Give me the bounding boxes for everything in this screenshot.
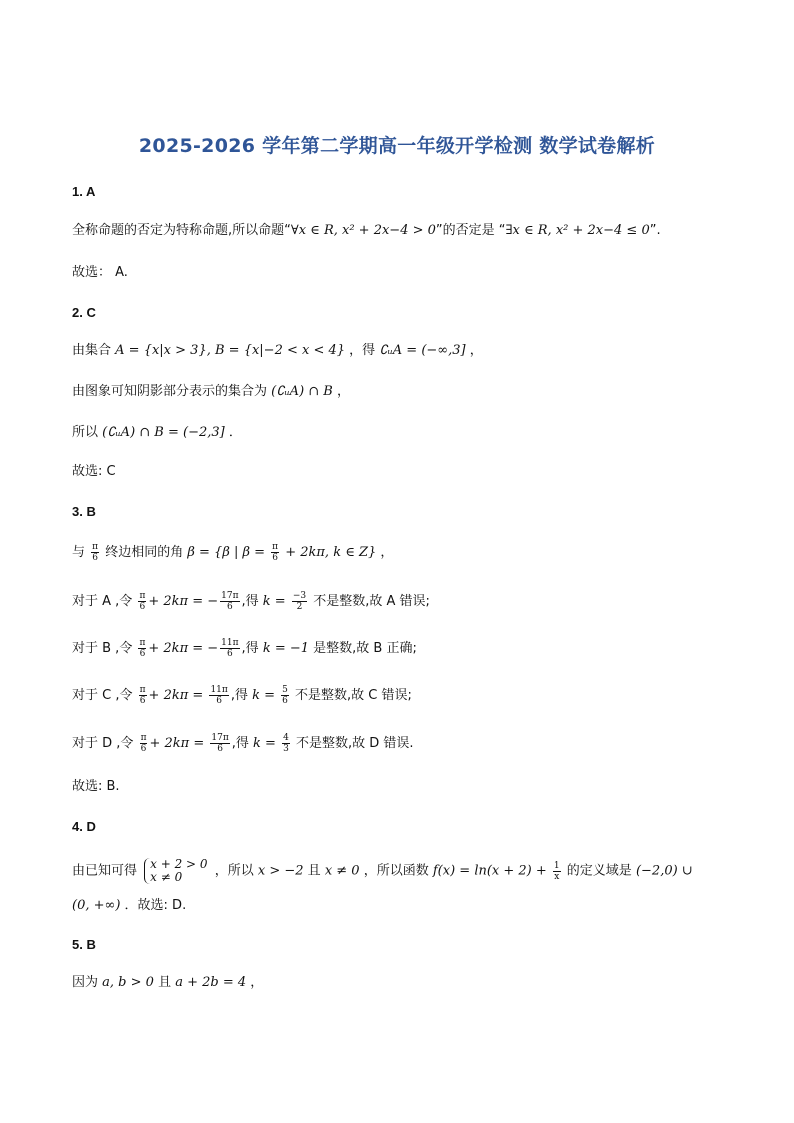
q5-text-c: ， [250,975,264,990]
q3-text-a: 与 [72,545,86,560]
question-5-number: 5. B [72,937,96,952]
q3-row-prefix: 对于 C ,令 [72,688,133,703]
q5-text-b: 且 [158,975,172,990]
q4-text-c: 且 [307,863,321,879]
q3-row-k: k = [252,688,280,703]
q3-row-k: k = −1 [262,641,310,656]
q3-row-k: k = [253,736,281,751]
q2-math-b: ∁ᵤA = (−∞,3] [379,343,466,358]
q2-math-d: (∁ᵤA) ∩ B = (−2,3] [102,425,225,440]
q5-math-b: a + 2b = 4 [175,975,247,990]
q4-text-e: 的定义域是 [566,863,632,879]
q3-row-rhs-frac: $\frac{11\pi}{6}$ [210,685,228,706]
question-2-line-3 [72,423,242,443]
q3-row-lhs: + 2kπ [148,641,193,656]
q3-row-rhs-frac: $\frac{17\pi}{6}$ [221,591,239,612]
q3-row-k-frac: $\frac{4}{3}$ [283,733,289,754]
q3-math-a: β = {β | β = [187,545,270,560]
q2-text-d: 由图象可知阴影部分表示的集合为 [72,384,268,399]
q5-text-a: 因为 [72,975,99,990]
q4-system: x + 2 > 0 x ≠ 0 [144,858,207,884]
q3-row-mid: ,得 [241,594,259,609]
question-4-line-1 [72,858,693,884]
q3-row-post: 不是整数,故 C 错误; [295,688,412,703]
q3-row-mid: ,得 [241,641,259,656]
q3-text-b: 终边相同的角 [105,545,184,560]
q3-row-post: 不是整数,故 D 错误. [295,736,414,751]
q3-row-k-frac: $\frac{5}{6}$ [282,685,288,706]
question-1-number: 1. A [72,184,96,199]
q3-row-eq: = − [192,594,219,609]
q3-row-eq: = [193,736,209,751]
q2-text-c: ， [469,343,483,358]
q3-row-prefix: 对于 B ,令 [72,641,133,656]
q4-math-e: (0, +∞) [72,898,121,913]
q3-math-b: + 2kπ, k ∈ Z} [281,545,377,560]
question-4-number: 4. D [72,819,96,834]
q1-text-a: 全称命题的否定为特称命题,所以命题“ [72,223,291,238]
q3-row-eq: = [192,688,208,703]
q1-math-a: ∀x ∈ R, x² + 2x−4 > 0 [290,223,436,238]
question-2-line-2 [72,382,350,402]
q3-row-prefix: 对于 D ,令 [72,736,134,751]
q2-text-a: 由集合 [72,343,112,358]
q2-text-b: ，得 [349,343,376,358]
question-2-number: 2. C [72,305,96,320]
q3-row-rhs-frac: $\frac{17\pi}{6}$ [211,733,229,754]
q3-row-mid: ,得 [231,736,249,751]
question-5-line-1 [72,973,263,993]
q3-pi-over-6b: $\frac{\pi}{6}$ [272,542,279,563]
q3-row-lhs: + 2kπ [148,594,193,609]
q2-math-a: A = {x|x > 3}, B = {x|−2 < x < 4} [115,343,346,358]
question-3-option-row [72,638,417,659]
q3-row-lhs: + 2kπ [149,736,194,751]
q3-pi-over-6: $\frac{\pi}{6}$ [92,542,99,563]
question-3-answer: 故选: B. [72,779,120,794]
q4-one-over-x: $\frac{1}{x}$ [553,860,560,882]
q4-text-f: ．故选: D. [124,898,187,913]
q3-row-lhs: + 2kπ [148,688,193,703]
q3-row-pi-over-6: $\frac{\pi}{6}$ [140,733,147,754]
q4-text-d: ，所以函数 [363,863,429,879]
q4-math-a: x > −2 [257,863,304,879]
q2-text-f: 所以 [72,425,99,440]
question-1-line-1 [72,221,661,241]
q3-row-pi-over-6: $\frac{\pi}{6}$ [139,638,146,659]
question-1-answer: 故选： A. [72,265,128,280]
question-4-line-2 [72,896,186,916]
question-3-number: 3. B [72,504,96,519]
q3-row-prefix: 对于 A ,令 [72,594,133,609]
q3-row-k: k = [262,594,290,609]
q3-row-post: 是整数,故 B 正确; [313,641,417,656]
page-title: 2025-2026 学年第二学期高一年级开学检测 数学试卷解析 [138,135,656,157]
question-2-line-1 [72,341,483,361]
q2-math-c: (∁ᵤA) ∩ B [271,384,333,399]
q1-text-c: ”. [649,223,661,238]
q3-row-pi-over-6: $\frac{\pi}{6}$ [139,685,146,706]
q1-math-b: ∃x ∈ R, x² + 2x−4 ≤ 0 [505,223,650,238]
question-2-answer: 故选: C [72,464,116,479]
q3-row-eq: = − [192,641,219,656]
q4-math-c: f(x) = ln(x + 2) + [432,863,551,879]
question-3-option-row [72,733,414,754]
q4-math-b: x ≠ 0 [324,863,360,879]
q3-row-pi-over-6: $\frac{\pi}{6}$ [139,591,146,612]
q4-text-a: 由已知可得 [72,863,138,879]
q3-row-rhs-frac: $\frac{11\pi}{6}$ [221,638,239,659]
q3-row-k-frac: $\frac{-3}{2}$ [292,591,307,612]
q2-text-g: ． [228,425,242,440]
question-3-line-1 [72,542,393,563]
q3-row-post: 不是整数,故 A 错误; [313,594,430,609]
question-3-option-row [72,591,430,612]
q1-text-b: ”的否定是 “ [435,223,506,238]
question-3-option-row [72,685,412,706]
q2-text-e: ， [337,384,351,399]
q5-math-a: a, b > 0 [102,975,154,990]
q3-row-mid: ,得 [230,688,248,703]
q4-math-d: (−2,0) ∪ [635,863,693,879]
q3-text-c: ， [380,545,394,560]
q4-text-b: ，所以 [214,863,254,879]
